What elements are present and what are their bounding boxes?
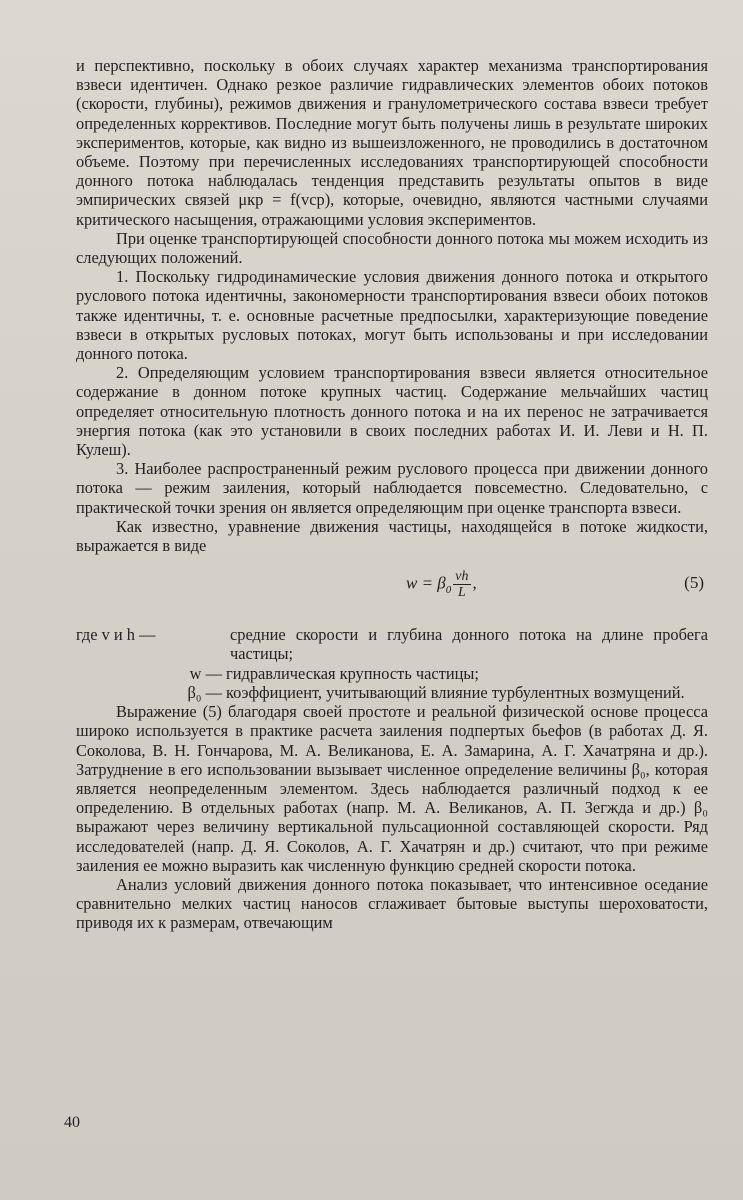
paragraph-point-3: 3. Наиболее распространенный режим руслового процесса при движении донного потока — режим заиления, который наблюдается повсеместно. Следовательно, с практической точки зрения он является определяющим при оценке транспорта взвеси. [76, 459, 708, 517]
equation-expression: $w = \beta_0$ $\frac{vh}{L}$ , [406, 569, 477, 601]
paragraph-point-1: 1. Поскольку гидродинамические условия движения донного потока и открытого руслового потока идентичны, закономерности транспортирования взвеси обоих потоков также идентичны, т. е. основные расчетные предпосылки, характеризующие поведение взвеси в открытых русловых потоках, могут быть использованы и при исследовании донного потока. [76, 267, 708, 364]
definition-desc: коэффициент, учитывающий влияние турбулентных возмущений. [226, 682, 685, 702]
definition-term: где v и h — [76, 625, 156, 645]
page-body [76, 56, 708, 933]
definition-row [76, 683, 708, 702]
paragraph-expression-5: Выражение (5) благодаря своей простоте и реальной физической основе процесса широко используется в практике расчета заиления подпертых бьефов (в работах Д. Я. Соколова, В. Н. Гончарова, М. А. Великанова, Е. А. Замарина, А. Г. Хачатряна и др.). Затруднение в его использовании вызывает численное определение величины β₀, которая является неопределенным элементом. Здесь наблюдается различный подход к ее определению. В отдельных работах (напр. М. А. Великанов, А. П. Зегжда и др.) β₀ выражают через величину вертикальной пульсационной составляющей скорости. Ряд исследователей (напр. Д. Я. Соколов, А. Г. Хачатрян и др.) считают, что при режиме заиления ее можно выразить как численную функцию средней скорости потока. [76, 702, 708, 875]
definition-term: w — [189, 663, 222, 683]
symbol-definitions [76, 625, 708, 702]
equation-number: (5) [684, 573, 704, 593]
page-number: 40 [64, 1114, 80, 1131]
paragraph-point-2: 2. Определяющим условием транспортирования взвеси является относительное содержание в донном потоке крупных частиц. Содержание мельчайших частиц определяет относительную плотность донного потока и на их перенос не затрачивается энергия потока (как это установили в своих последних работах И. И. Леви и Н. П. Кулеш). [76, 363, 708, 460]
definition-row [76, 625, 708, 663]
paragraph-analysis: Анализ условий движения донного потока показывает, что интенсивное оседание сравнительно мелких частиц наносов сглаживает бытовые выступы шероховатости, приводя их к размерам, отвечающим [76, 874, 708, 933]
definition-desc: средние скорости и глубина донного потока на длине пробега частицы; [230, 625, 708, 664]
paragraph-equation-intro: Как известно, уравнение движения частицы, находящейся в потоке жидкости, выражается в виде [76, 516, 708, 556]
definition-row [76, 664, 708, 683]
paragraph-intro: При оценке транспортирующей способности донного потока мы можем исходить из следующих положений. [76, 228, 708, 268]
equation-5 [76, 559, 708, 619]
paragraph-continuation: и перспективно, поскольку в обоих случаях характер механизма транспортирования взвеси идентичен. Однако резкое различие гидравлических элементов обоих потоков (скорости, глубины), режимов движения и гранулометрического состава взвеси требует определенных коррективов. Последние могут быть получены лишь в результате широких экспериментов, которые, как видно из вышеизложенного, не проводились в достаточном объеме. Поэтому при перечисленных исследованиях транспортирующей способности донного потока наблюдалась тенденция представить результаты опытов в виде эмпирических связей μкр = f(vср), которые, очевидно, являются частными случаями критического насыщения, отражающими условия экспериментов. [76, 56, 708, 229]
equation-fraction: $\frac{vh}{L}$ [455, 569, 469, 601]
definition-term: β₀ — [187, 682, 222, 702]
definition-desc: гидравлическая крупность частицы; [226, 663, 479, 683]
